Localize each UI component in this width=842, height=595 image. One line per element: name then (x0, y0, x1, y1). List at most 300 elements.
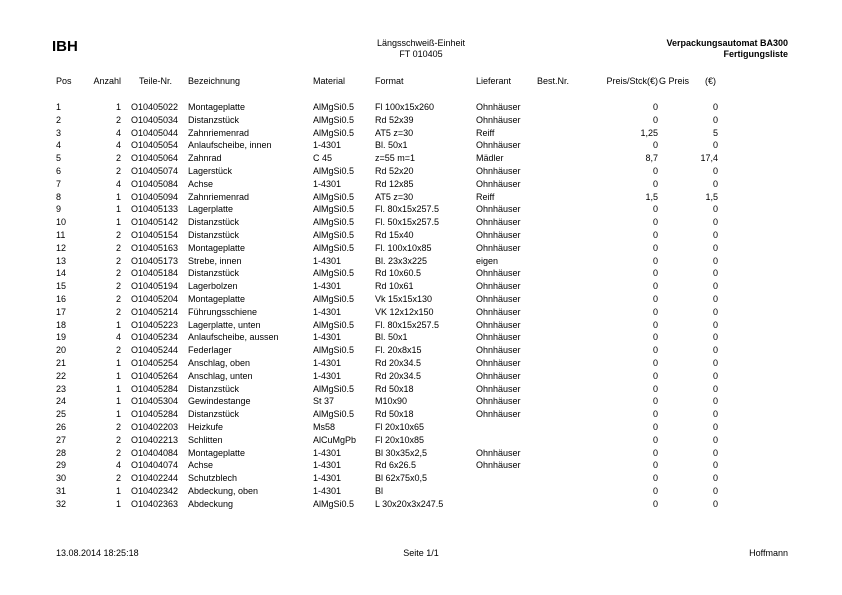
cell-bezeichnung: Montageplatte (188, 294, 246, 304)
table-row (0, 472, 842, 484)
table-row (0, 101, 842, 113)
cell-bezeichnung: Achse (188, 460, 214, 471)
cell-preis-stck: 0 (652, 319, 658, 330)
cell-preis-stck: 0 (652, 281, 658, 292)
col-header-best-nr: Best.Nr. (537, 76, 570, 86)
cell-material: 1-4301 (313, 178, 342, 189)
cell-anzahl: 1 (115, 370, 121, 381)
cell-pos: 20 (56, 345, 67, 356)
cell-pos: 3 (56, 127, 62, 138)
cell-format: Bl. 50x1 (375, 332, 408, 343)
col-header-g-preis: G Preis (659, 76, 690, 86)
cell-preis-stck: 0 (652, 422, 658, 432)
cell-anzahl: 1 (115, 358, 121, 368)
cell-teile-nr: O10404084 (131, 447, 179, 458)
cell-lieferant: Ohnhäuser (476, 383, 521, 394)
table-row (0, 331, 842, 343)
cell-material: AlMgSi0.5 (313, 114, 355, 125)
cell-bezeichnung: Schlitten (188, 434, 223, 445)
cell-teile-nr: O10405074 (131, 166, 179, 176)
cell-g-preis: 0 (712, 434, 718, 445)
table-row (0, 421, 842, 433)
cell-lieferant: Ohnhäuser (476, 460, 521, 471)
cell-preis-stck: 0 (652, 204, 658, 215)
table-row (0, 152, 842, 164)
cell-material: St 37 (313, 396, 335, 407)
cell-preis-stck: 0 (652, 358, 658, 368)
cell-lieferant: Ohnhäuser (476, 178, 521, 189)
cell-format: Fl. 80x15x257.5 (375, 204, 440, 215)
cell-preis-stck: 8,7 (645, 153, 658, 164)
cell-material: 1-4301 (313, 306, 342, 317)
cell-preis-stck: 0 (652, 383, 658, 394)
cell-pos: 2 (56, 114, 62, 125)
cell-material: Ms58 (313, 422, 336, 432)
cell-material: AlMgSi0.5 (313, 166, 355, 176)
cell-bezeichnung: Distanzstück (188, 217, 240, 228)
cell-format: Rd 10x60.5 (375, 268, 422, 279)
cell-teile-nr: O10405254 (131, 358, 179, 368)
unit-code: FT 010405 (399, 49, 443, 59)
cell-teile-nr: O10405234 (131, 332, 179, 343)
cell-teile-nr: O10405044 (131, 127, 179, 138)
cell-format: Rd 20x34.5 (375, 370, 422, 381)
cell-anzahl: 4 (115, 332, 121, 343)
table-row (0, 498, 842, 510)
cell-pos: 17 (56, 306, 67, 317)
cell-bezeichnung: Lagerstück (188, 166, 233, 176)
cell-preis-stck: 0 (652, 486, 658, 496)
cell-anzahl: 4 (115, 127, 121, 138)
cell-anzahl: 2 (115, 281, 121, 292)
cell-bezeichnung: Distanzstück (188, 383, 240, 394)
col-header-anzahl: Anzahl (93, 76, 121, 86)
cell-material: AlMgSi0.5 (313, 242, 355, 253)
cell-g-preis: 0 (712, 498, 718, 509)
cell-material: AlMgSi0.5 (313, 230, 355, 240)
cell-pos: 32 (56, 498, 67, 509)
cell-lieferant: Ohnhäuser (476, 294, 521, 304)
cell-teile-nr: O10405284 (131, 409, 179, 420)
table-row (0, 267, 842, 279)
cell-anzahl: 1 (115, 396, 121, 407)
cell-anzahl: 2 (115, 473, 121, 484)
cell-format: Vk 15x15x130 (375, 294, 433, 304)
cell-anzahl: 1 (115, 383, 121, 394)
cell-preis-stck: 0 (652, 409, 658, 420)
cell-format: z=55 m=1 (375, 153, 416, 164)
cell-anzahl: 1 (115, 217, 121, 228)
cell-lieferant: Ohnhäuser (476, 102, 521, 112)
cell-g-preis: 0 (712, 486, 718, 496)
cell-pos: 16 (56, 294, 67, 304)
cell-preis-stck: 1,5 (645, 191, 658, 202)
table-row (0, 459, 842, 471)
cell-lieferant: Ohnhäuser (476, 281, 521, 292)
cell-pos: 30 (56, 473, 67, 484)
cell-g-preis: 0 (712, 102, 718, 112)
cell-teile-nr: O10402203 (131, 422, 179, 432)
cell-teile-nr: O10405034 (131, 114, 179, 125)
cell-bezeichnung: Zahnriemenrad (188, 191, 250, 202)
table-row (0, 485, 842, 497)
cell-g-preis: 0 (712, 178, 718, 189)
cell-bezeichnung: Strebe, innen (188, 255, 242, 266)
cell-teile-nr: O10405194 (131, 281, 179, 292)
cell-format: Rd 50x18 (375, 383, 414, 394)
cell-material: 1-4301 (313, 332, 342, 343)
cell-bezeichnung: Montageplatte (188, 102, 246, 112)
cell-preis-stck: 0 (652, 370, 658, 381)
col-header-lieferant: Lieferant (476, 76, 512, 86)
cell-material: AlMgSi0.5 (313, 345, 355, 356)
cell-preis-stck: 0 (652, 332, 658, 343)
cell-anzahl: 1 (115, 409, 121, 420)
cell-g-preis: 1,5 (705, 191, 718, 202)
cell-teile-nr: O10405064 (131, 153, 179, 164)
table-row (0, 255, 842, 267)
cell-bezeichnung: Lagerbolzen (188, 281, 238, 292)
cell-g-preis: 0 (712, 217, 718, 228)
cell-lieferant: Ohnhäuser (476, 358, 521, 368)
table-row (0, 395, 842, 407)
cell-g-preis: 0 (712, 204, 718, 215)
cell-preis-stck: 1,25 (640, 127, 658, 138)
table-row (0, 408, 842, 420)
cell-material: AlCuMgPb (313, 434, 357, 445)
cell-anzahl: 1 (115, 191, 121, 202)
cell-anzahl: 1 (115, 319, 121, 330)
cell-teile-nr: O10405184 (131, 268, 179, 279)
table-row (0, 165, 842, 177)
cell-material: C 45 (313, 153, 333, 164)
table-header (0, 75, 842, 87)
cell-anzahl: 1 (115, 204, 121, 215)
cell-lieferant: Ohnhäuser (476, 268, 521, 279)
table-row (0, 293, 842, 305)
print-timestamp: 13.08.2014 18:25:18 (56, 548, 139, 558)
table-row (0, 280, 842, 292)
cell-pos: 5 (56, 153, 62, 164)
cell-lieferant: Ohnhäuser (476, 230, 521, 240)
cell-format: Bl. 23x3x225 (375, 255, 428, 266)
table-row (0, 216, 842, 228)
cell-pos: 4 (56, 140, 62, 151)
cell-pos: 11 (56, 230, 66, 240)
cell-bezeichnung: Distanzstück (188, 409, 240, 420)
cell-g-preis: 0 (712, 447, 718, 458)
cell-pos: 27 (56, 434, 67, 445)
cell-teile-nr: O10402244 (131, 473, 179, 484)
cell-teile-nr: O10404074 (131, 460, 179, 471)
cell-pos: 13 (56, 255, 67, 266)
cell-lieferant: Ohnhäuser (476, 204, 521, 215)
cell-pos: 15 (56, 281, 67, 292)
cell-material: AlMgSi0.5 (313, 383, 355, 394)
cell-preis-stck: 0 (652, 102, 658, 112)
cell-teile-nr: O10405163 (131, 242, 179, 253)
cell-material: AlMgSi0.5 (313, 409, 355, 420)
cell-format: M10x90 (375, 396, 408, 407)
cell-bezeichnung: Montageplatte (188, 242, 246, 253)
table-row (0, 178, 842, 190)
table-row (0, 114, 842, 126)
cell-material: 1-4301 (313, 473, 342, 484)
cell-lieferant: Ohnhäuser (476, 242, 521, 253)
cell-bezeichnung: Zahnriemenrad (188, 127, 250, 138)
cell-pos: 26 (56, 422, 67, 432)
cell-preis-stck: 0 (652, 345, 658, 356)
cell-anzahl: 2 (115, 114, 121, 125)
cell-preis-stck: 0 (652, 396, 658, 407)
cell-preis-stck: 0 (652, 140, 658, 151)
cell-format: Bl. 50x1 (375, 140, 408, 151)
cell-anzahl: 2 (115, 255, 121, 266)
cell-material: 1-4301 (313, 460, 342, 471)
cell-preis-stck: 0 (652, 255, 658, 266)
table-row (0, 306, 842, 318)
cell-bezeichnung: Anlaufscheibe, innen (188, 140, 272, 151)
cell-preis-stck: 0 (652, 230, 658, 240)
col-header-pos: Pos (56, 76, 72, 86)
cell-pos: 1 (56, 102, 62, 112)
cell-format: VK 12x12x150 (375, 306, 434, 317)
cell-bezeichnung: Heizkufe (188, 422, 224, 432)
company-logo: IBH (52, 38, 78, 55)
cell-teile-nr: O10405142 (131, 217, 179, 228)
cell-lieferant: Mädler (476, 153, 504, 164)
cell-g-preis: 0 (712, 409, 718, 420)
cell-g-preis: 0 (712, 268, 718, 279)
cell-teile-nr: O10405204 (131, 294, 179, 304)
cell-anzahl: 4 (115, 460, 121, 471)
cell-bezeichnung: Abdeckung, oben (188, 486, 259, 496)
cell-g-preis: 0 (712, 230, 718, 240)
cell-format: Fl. 80x15x257.5 (375, 319, 440, 330)
cell-lieferant: Reiff (476, 127, 495, 138)
cell-preis-stck: 0 (652, 473, 658, 484)
cell-format: Rd 6x26.5 (375, 460, 417, 471)
cell-g-preis: 0 (712, 370, 718, 381)
cell-anzahl: 1 (115, 498, 121, 509)
cell-anzahl: 2 (115, 306, 121, 317)
cell-bezeichnung: Anlaufscheibe, aussen (188, 332, 279, 343)
cell-anzahl: 2 (115, 166, 121, 176)
cell-material: AlMgSi0.5 (313, 319, 355, 330)
cell-g-preis: 0 (712, 255, 718, 266)
cell-format: AT5 z=30 (375, 191, 414, 202)
cell-format: Rd 10x61 (375, 281, 414, 292)
cell-material: AlMgSi0.5 (313, 102, 355, 112)
cell-g-preis: 0 (712, 294, 718, 304)
cell-lieferant: Reiff (476, 191, 495, 202)
cell-pos: 19 (56, 332, 67, 343)
cell-teile-nr: O10405244 (131, 345, 179, 356)
cell-lieferant: Ohnhäuser (476, 396, 521, 407)
cell-format: Fl. 20x8x15 (375, 345, 422, 356)
cell-material: 1-4301 (313, 140, 342, 151)
cell-lieferant: Ohnhäuser (476, 166, 521, 176)
cell-teile-nr: O10402363 (131, 498, 179, 509)
cell-teile-nr: O10405133 (131, 204, 179, 215)
cell-pos: 24 (56, 396, 67, 407)
table-row (0, 370, 842, 382)
col-header-bezeichnung: Bezeichnung (188, 76, 241, 86)
cell-material: 1-4301 (313, 370, 342, 381)
cell-anzahl: 2 (115, 153, 121, 164)
machine-title: Verpackungsautomat BA300 (666, 38, 788, 48)
cell-bezeichnung: Achse (188, 178, 214, 189)
cell-preis-stck: 0 (652, 434, 658, 445)
cell-material: AlMgSi0.5 (313, 191, 355, 202)
cell-g-preis: 0 (712, 281, 718, 292)
cell-teile-nr: O10405154 (131, 230, 179, 240)
cell-g-preis: 0 (712, 140, 718, 151)
cell-anzahl: 2 (115, 268, 121, 279)
cell-material: 1-4301 (313, 358, 342, 368)
cell-teile-nr: O10405022 (131, 102, 179, 112)
cell-preis-stck: 0 (652, 447, 658, 458)
cell-g-preis: 0 (712, 306, 718, 317)
cell-material: AlMgSi0.5 (313, 204, 355, 215)
col-header-g-preis-unit: (€) (705, 76, 716, 86)
cell-lieferant: Ohnhäuser (476, 114, 521, 125)
cell-format: Bl 30x35x2,5 (375, 447, 428, 458)
table-row (0, 139, 842, 151)
cell-format: Fl. 50x15x257.5 (375, 217, 440, 228)
table-row (0, 242, 842, 254)
cell-pos: 10 (56, 217, 67, 228)
cell-pos: 12 (56, 242, 67, 253)
table-row (0, 434, 842, 446)
cell-format: Rd 15x40 (375, 230, 414, 240)
cell-format: Bl 62x75x0,5 (375, 473, 428, 484)
col-header-preis-stck: Preis/Stck(€) (606, 76, 658, 86)
cell-preis-stck: 0 (652, 498, 658, 509)
cell-g-preis: 0 (712, 114, 718, 125)
cell-format: Fl 100x15x260 (375, 102, 435, 112)
cell-lieferant: Ohnhäuser (476, 306, 521, 317)
cell-anzahl: 4 (115, 178, 121, 189)
cell-teile-nr: O10405084 (131, 178, 179, 189)
cell-material: AlMgSi0.5 (313, 498, 355, 509)
cell-format: Rd 12x85 (375, 178, 414, 189)
cell-bezeichnung: Anschlag, oben (188, 358, 251, 368)
cell-anzahl: 2 (115, 422, 121, 432)
cell-preis-stck: 0 (652, 268, 658, 279)
cell-preis-stck: 0 (652, 242, 658, 253)
cell-teile-nr: O10405094 (131, 191, 179, 202)
col-header-material: Material (313, 76, 346, 86)
cell-bezeichnung: Distanzstück (188, 268, 240, 279)
table-row (0, 344, 842, 356)
cell-format: Rd 20x34.5 (375, 358, 422, 368)
cell-g-preis: 0 (712, 358, 718, 368)
cell-pos: 22 (56, 370, 67, 381)
cell-g-preis: 0 (712, 422, 718, 432)
cell-lieferant: Ohnhäuser (476, 217, 521, 228)
cell-bezeichnung: Distanzstück (188, 230, 240, 240)
cell-preis-stck: 0 (652, 460, 658, 471)
table-row (0, 357, 842, 369)
col-header-teile-nr: Teile-Nr. (139, 76, 173, 86)
cell-material: AlMgSi0.5 (313, 268, 355, 279)
cell-anzahl: 2 (115, 294, 121, 304)
cell-anzahl: 2 (115, 345, 121, 356)
cell-g-preis: 17,4 (700, 153, 718, 164)
cell-format: L 30x20x3x247.5 (375, 498, 444, 509)
cell-anzahl: 4 (115, 140, 121, 151)
cell-bezeichnung: Lagerplatte, unten (188, 319, 261, 330)
cell-material: AlMgSi0.5 (313, 294, 355, 304)
cell-lieferant: Ohnhäuser (476, 447, 521, 458)
cell-material: AlMgSi0.5 (313, 217, 355, 228)
cell-anzahl: 2 (115, 447, 121, 458)
cell-format: Fl. 100x10x85 (375, 242, 432, 253)
table-row (0, 127, 842, 139)
cell-pos: 9 (56, 204, 62, 215)
cell-teile-nr: O10405304 (131, 396, 179, 407)
cell-format: Rd 52x20 (375, 166, 414, 176)
cell-g-preis: 0 (712, 473, 718, 484)
cell-preis-stck: 0 (652, 166, 658, 176)
cell-bezeichnung: Abdeckung (188, 498, 234, 509)
cell-bezeichnung: Lagerplatte (188, 204, 234, 215)
cell-teile-nr: O10405223 (131, 319, 179, 330)
cell-bezeichnung: Zahnrad (188, 153, 222, 164)
cell-pos: 8 (56, 191, 62, 202)
author-name: Hoffmann (749, 548, 788, 558)
cell-lieferant: Ohnhäuser (476, 345, 521, 356)
cell-format: Rd 50x18 (375, 409, 414, 420)
table-row (0, 191, 842, 203)
cell-bezeichnung: Führungsschiene (188, 306, 258, 317)
cell-anzahl: 2 (115, 434, 121, 445)
cell-pos: 23 (56, 383, 67, 394)
cell-pos: 14 (56, 268, 67, 279)
cell-format: Rd 52x39 (375, 114, 414, 125)
cell-anzahl: 1 (115, 102, 121, 112)
cell-teile-nr: O10405264 (131, 370, 179, 381)
unit-title: Längsschweiß-Einheit (376, 38, 466, 48)
cell-bezeichnung: Gewindestange (188, 396, 251, 407)
cell-format: Bl (375, 486, 384, 496)
cell-anzahl: 2 (115, 230, 121, 240)
cell-anzahl: 1 (115, 486, 121, 496)
cell-preis-stck: 0 (652, 114, 658, 125)
cell-teile-nr: O10405054 (131, 140, 179, 151)
col-header-format: Format (375, 76, 404, 86)
cell-lieferant: Ohnhäuser (476, 140, 521, 151)
cell-g-preis: 0 (712, 383, 718, 394)
cell-pos: 29 (56, 460, 67, 471)
cell-material: AlMgSi0.5 (313, 127, 355, 138)
cell-g-preis: 5 (712, 127, 718, 138)
cell-teile-nr: O10405214 (131, 306, 179, 317)
cell-bezeichnung: Schutzblech (188, 473, 238, 484)
table-row (0, 383, 842, 395)
cell-material: 1-4301 (313, 447, 342, 458)
cell-g-preis: 0 (712, 242, 718, 253)
table-row (0, 319, 842, 331)
cell-lieferant: Ohnhäuser (476, 319, 521, 330)
cell-lieferant: Ohnhäuser (476, 409, 521, 420)
cell-pos: 18 (56, 319, 67, 330)
cell-material: 1-4301 (313, 255, 342, 266)
cell-bezeichnung: Federlager (188, 345, 232, 356)
cell-teile-nr: O10402342 (131, 486, 179, 496)
cell-anzahl: 2 (115, 242, 121, 253)
